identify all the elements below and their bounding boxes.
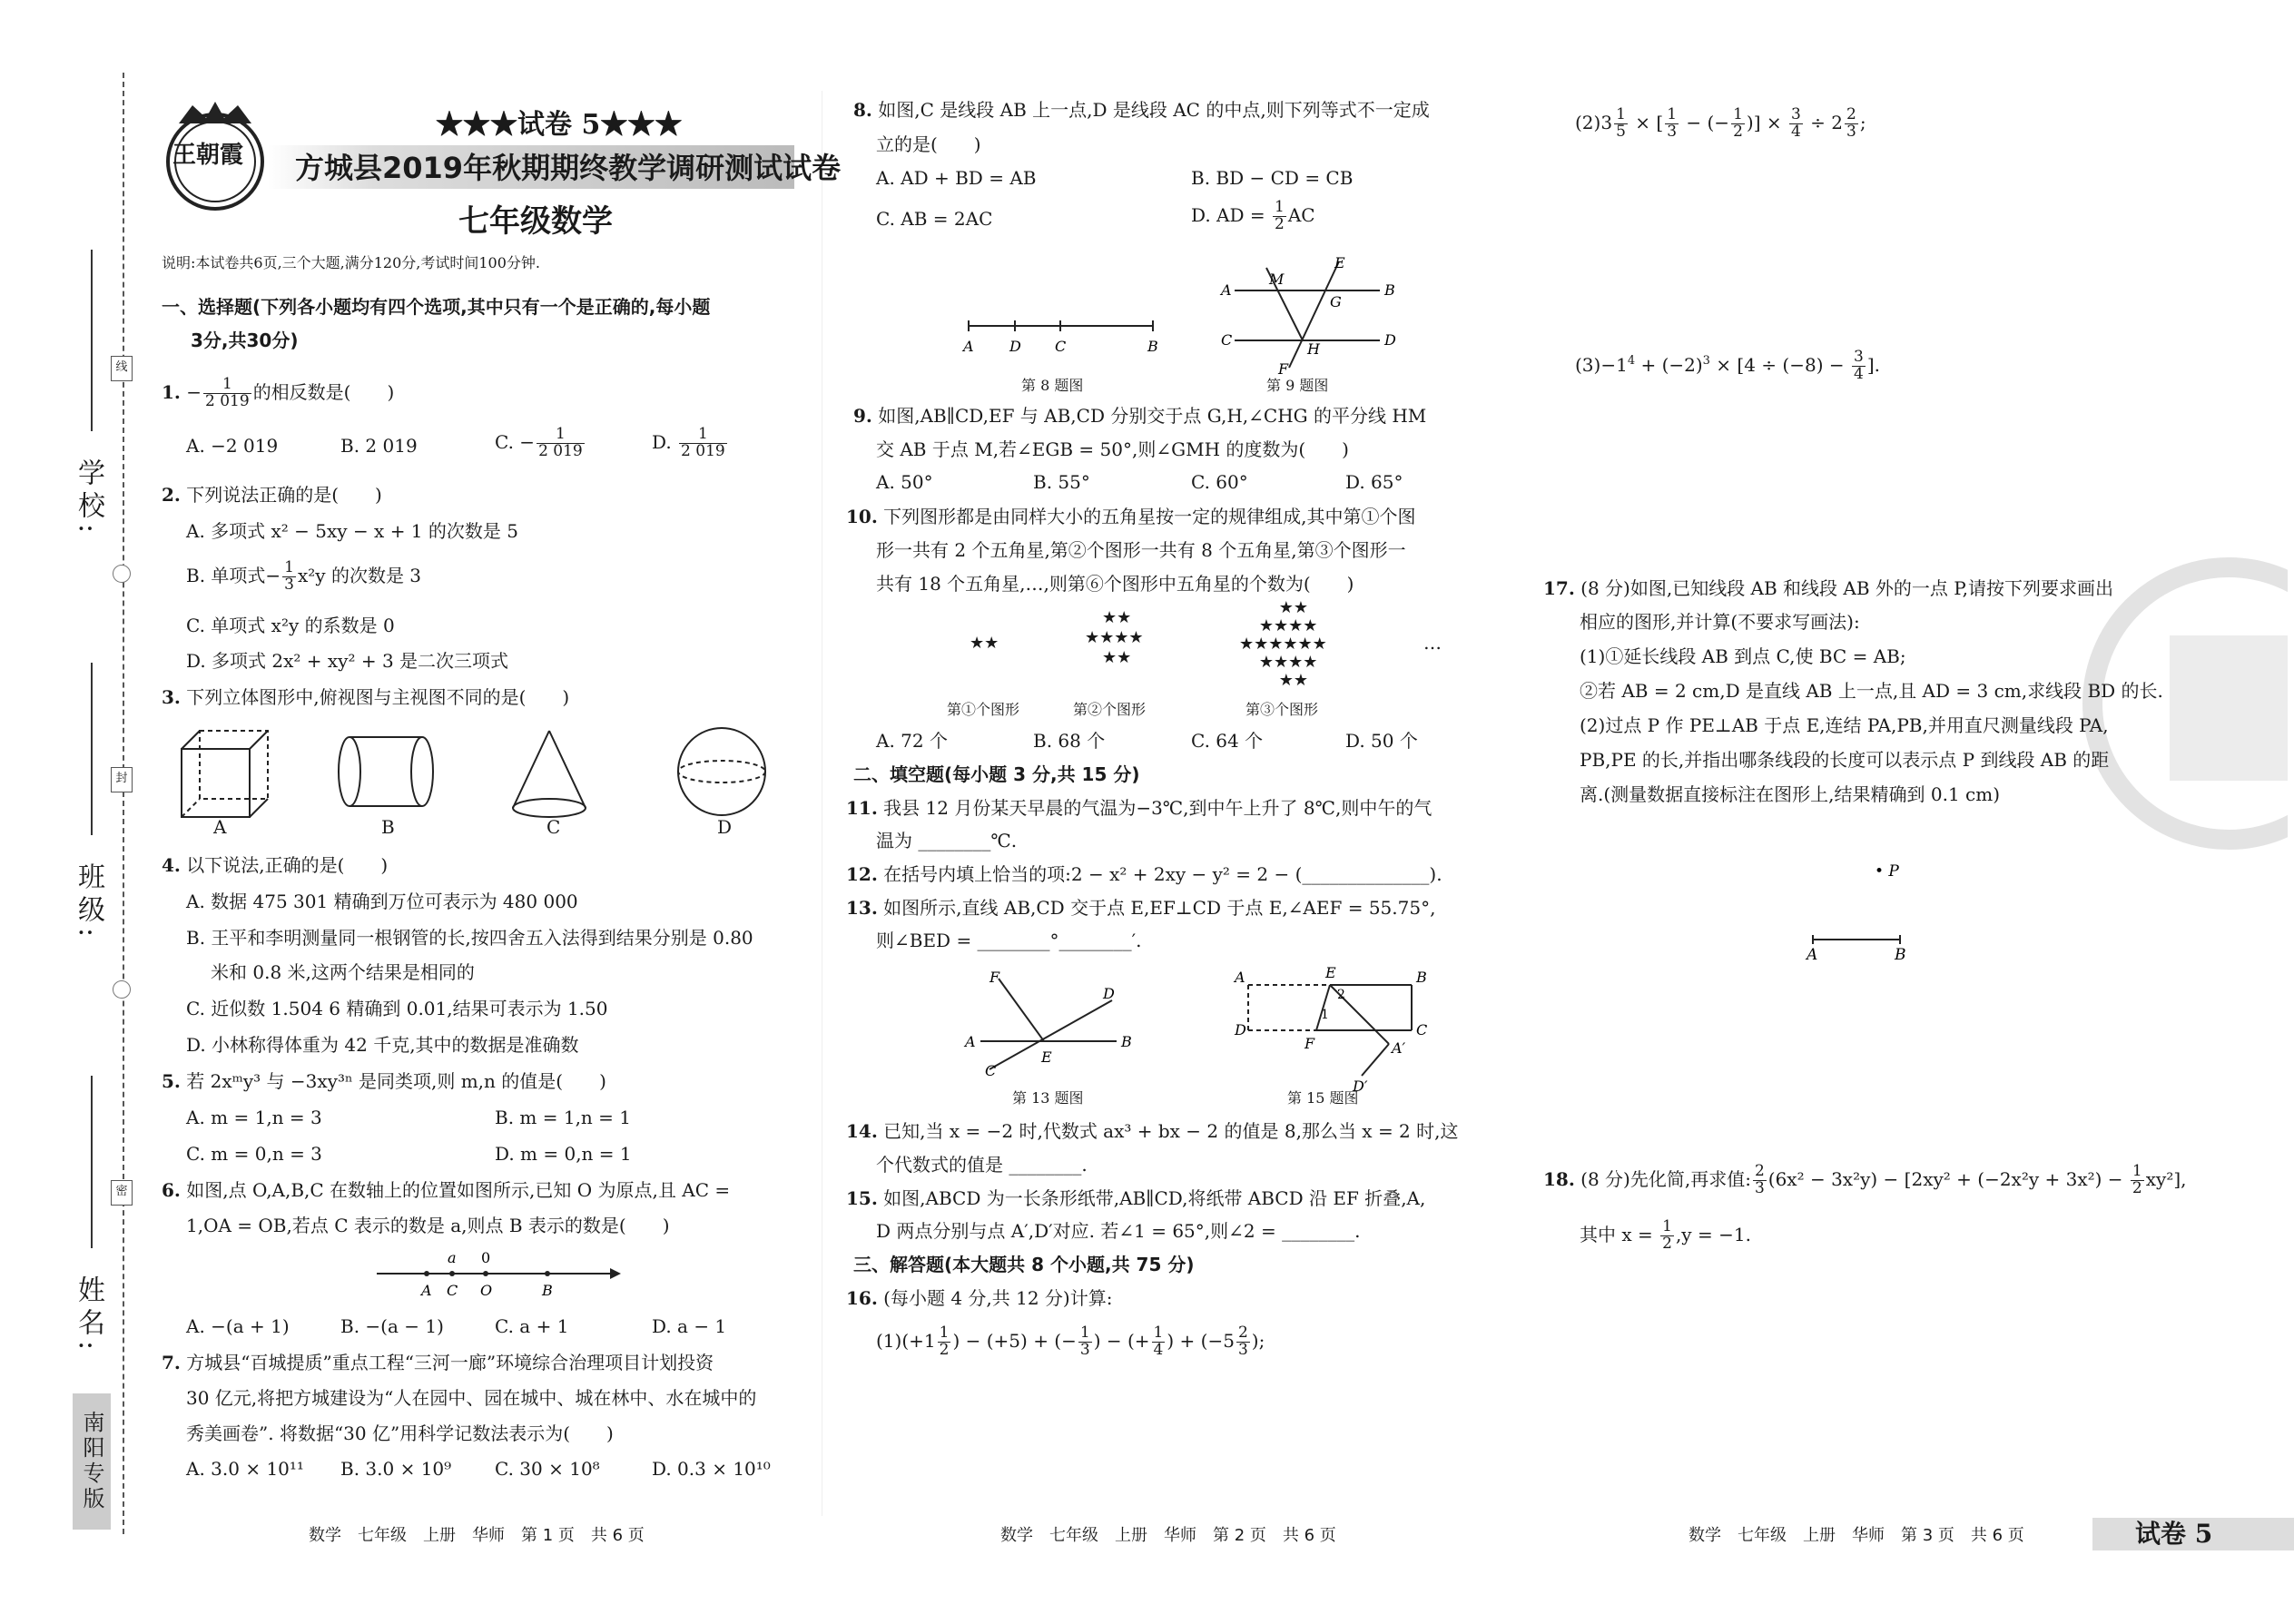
q9-label-f: F (1278, 360, 1289, 377)
q10-option-b: B. 68 个 (1033, 730, 1106, 752)
school-field-line (91, 250, 93, 431)
q1-option-d: D. $\frac{1}{2 019}$ (652, 425, 725, 460)
q9-label-a: A (1221, 281, 1232, 299)
q8-option-b: B. BD − CD = CB (1191, 167, 1354, 189)
q17-line-4: ②若 AB = 2 cm,D 是直线 AB 上一点,且 AD = 3 cm,求线段 BD 的长. (1580, 680, 2163, 702)
q16-part-2: (2)3 $\frac{1}{5}$ × [ $\frac{1}{3}$ − (− $\frac{1}{2}$ )] × $\frac{3}{4}$ ÷ 2 $\frac{2}{3}$ ; (1575, 105, 1866, 141)
q6-option-d: D. a − 1 (652, 1315, 727, 1337)
q10-line-1: 10. 下列图形都是由同样大小的五角星按一定的规律组成,其中第①个图 (846, 506, 1416, 527)
edition-badge: 南阳专版 (73, 1393, 111, 1530)
q3-label-d: D (717, 816, 733, 838)
q8-option-c: C. AB = 2AC (876, 208, 993, 230)
q15-label-2: 2 (1337, 988, 1345, 1002)
q6-option-a: A. −(a + 1) (186, 1315, 290, 1337)
q8-line-1: 8. 如图,C 是线段 AB 上一点,D 是线段 AC 的中点,则下列等式不一定成 (853, 99, 1430, 121)
q8-option-d: D. AD = $\frac{1}{2}$ AC (1191, 198, 1315, 233)
q9-option-c: C. 60° (1191, 471, 1248, 493)
q9-figure (1216, 254, 1398, 377)
q18-line-2: 其中 x = $\frac{1}{2}$ ,y = −1. (1580, 1217, 1751, 1253)
binding-tag-close: 密 (111, 1180, 133, 1206)
section1-heading: 一、选择题(下列各小题均有四个选项,其中只有一个是正确的,每小题 (162, 296, 711, 318)
q3-stem: 3. 下列立体图形中,俯视图与主视图不同的是( ) (162, 686, 570, 708)
footer-page-2: 数学 七年级 上册 华师 第 2 页 共 6 页 (1000, 1526, 1336, 1545)
q15-line-1: 15. 如图,ABCD 为一长条形纸带,AB∥CD,将纸带 ABCD 沿 EF 折叠,A, (846, 1187, 1426, 1209)
q10-option-d: D. 50 个 (1345, 730, 1418, 752)
q2-option-b: B. 单项式− $\frac{1}{3}$ x²y 的次数是 3 (186, 558, 422, 594)
q1-frac-den: 2 019 (205, 391, 250, 410)
name-label: 姓名: (73, 1275, 104, 1356)
section3-heading: 三、解答题(本大题共 8 个小题,共 75 分) (853, 1254, 1195, 1275)
q15-label-d: D (1235, 1021, 1246, 1038)
q10-option-c: C. 64 个 (1191, 730, 1264, 752)
q13-label-f: F (989, 969, 1000, 986)
q10-figure-3: ★★ ★★★★ ★★★★★★ ★★★★ ★★ (1239, 598, 1327, 690)
q5-option-b: B. m = 1,n = 1 (495, 1107, 632, 1128)
q1-option-c: C. − $\frac{1}{2 019}$ (495, 425, 583, 460)
publisher-logo-text: 王朝霞 (172, 142, 244, 169)
paper-number: ★★★试卷 5★★★ (436, 109, 683, 141)
q14-line-2: 个代数式的值是 ________. (876, 1154, 1088, 1176)
q17-line-3: (1)①延长线段 AB 到点 C,使 BC = AB; (1580, 645, 1906, 667)
q8-label-d: D (1009, 338, 1021, 355)
q13-label-a: A (965, 1033, 976, 1050)
q15-label-e: E (1325, 964, 1336, 981)
q8-label-b: B (1147, 338, 1158, 355)
q9-label-h: H (1307, 340, 1320, 358)
q16-part-1: (1)(+1 $\frac{1}{2}$ ) − (+5) + (− $\frac{1}{3}$ ) − (+ $\frac{1}{4}$ ) + (−5 $\frac{2}{3}$ ); (876, 1324, 1265, 1359)
binding-tag-line: 线 (111, 356, 133, 381)
exam-title: 方城县2019年秋期期终教学调研测试试卷 (295, 151, 842, 185)
q1-frac-num: 1 (203, 377, 251, 394)
q9-option-a: A. 50° (876, 471, 933, 493)
q13-label-c: C (985, 1062, 997, 1079)
class-label: 班级: (73, 862, 104, 943)
q15-label-a-prime: A′ (1392, 1039, 1406, 1057)
q3-label-b: B (381, 816, 395, 838)
q13-figure (958, 962, 1139, 1085)
q9-label-c: C (1221, 331, 1233, 349)
q4-option-c: C. 近似数 1.504 6 精确到 0.01,结果可表示为 1.50 (186, 998, 608, 1019)
q10-caption-3: 第③个图形 (1245, 701, 1319, 718)
q1: 1. − $\frac{1}{2 019}$ 的相反数是( ) (162, 375, 395, 410)
q9-label-g: G (1330, 293, 1342, 310)
q5-option-c: C. m = 0,n = 3 (186, 1143, 322, 1165)
q6-label-c: C (447, 1282, 458, 1299)
q6-option-c: C. a + 1 (495, 1315, 569, 1337)
q15-caption: 第 15 题图 (1287, 1089, 1359, 1107)
subject-title: 七年级数学 (458, 203, 613, 240)
q2-option-a: A. 多项式 x² − 5xy − x + 1 的次数是 5 (186, 520, 518, 542)
q13-label-e: E (1041, 1048, 1052, 1066)
q4-stem: 4. 以下说法,正确的是( ) (162, 854, 389, 876)
q1-stem: 的相反数是( ) (252, 380, 395, 403)
q3-solid-figures (177, 722, 794, 840)
q4-option-a: A. 数据 475 301 精确到万位可表示为 480 000 (186, 891, 578, 912)
q8-label-c: C (1055, 338, 1067, 355)
q10-caption-1: 第①个图形 (947, 701, 1020, 718)
q11-line-2: 温为 ________℃. (876, 830, 1018, 851)
q17-line-6: PB,PE 的长,并指出哪条线段的长度可以表示点 P 到线段 AB 的距 (1580, 749, 2110, 771)
q6-stem: 6. 如图,点 O,A,B,C 在数轴上的位置如图所示,已知 O 为原点,且 AC = (162, 1179, 731, 1201)
q5-option-a: A. m = 1,n = 3 (186, 1107, 322, 1128)
q9-line-2: 交 AB 于点 M,若∠EGB = 50°,则∠GMH 的度数为( ) (876, 438, 1349, 460)
q13-caption: 第 13 题图 (1012, 1089, 1084, 1107)
q2-option-d: D. 多项式 2x² + xy² + 3 是二次三项式 (186, 650, 509, 672)
q1-number: 1. (162, 380, 181, 403)
q3-label-a: A (213, 816, 227, 838)
q18-line-1: 18. (8 分)先化简,再求值: $\frac{2}{3}$ (6x² − 3x²y) − [2xy² + (−2x²y + 3x²) − $\frac{1}{2}$ xy²], (1543, 1162, 2187, 1197)
q13-label-d: D (1103, 985, 1115, 1002)
q6-label-b: B (542, 1282, 553, 1299)
q12-line-1: 12. 在括号内填上恰当的项:2 − x² + 2xy − y² = 2 − (______________). (846, 863, 1442, 885)
q15-label-f: F (1305, 1035, 1315, 1052)
q1-option-a: A. −2 019 (186, 435, 279, 457)
binding-cut-line (123, 73, 124, 1534)
q6-label-a: A (421, 1282, 432, 1299)
q10-line-2: 形一共有 2 个五角星,第②个图形一共有 8 个五角星,第③个图形一 (876, 539, 1406, 561)
binding-hole-icon (113, 565, 131, 583)
q14-line-1: 14. 已知,当 x = −2 时,代数式 ax³ + bx − 2 的值是 8,那么当 x = 2 时,这 (846, 1120, 1459, 1142)
q15-figure (1230, 962, 1439, 1098)
q15-label-c: C (1416, 1021, 1428, 1038)
exam-note: 说明:本试卷共6页,三个大题,满分120分,考试时间100分钟. (162, 254, 540, 271)
q7-option-a: A. 3.0 × 10¹¹ (186, 1458, 304, 1480)
q11-line-1: 11. 我县 12 月份某天早晨的气温为−3℃,到中午上升了 8℃,则中午的气 (846, 797, 1433, 819)
q7-line-1: 7. 方城县“百城提质”重点工程“三河一廊”环境综合治理项目计划投资 (162, 1352, 714, 1373)
q17-label-b: B (1895, 946, 1906, 964)
q7-option-d: D. 0.3 × 10¹⁰ (652, 1458, 771, 1480)
q7-option-c: C. 30 × 10⁸ (495, 1458, 600, 1480)
q17-line-2: 相应的图形,并计算(不要求写画法): (1580, 611, 1860, 633)
q2-option-c: C. 单项式 x²y 的系数是 0 (186, 615, 395, 636)
q7-line-2: 30 亿元,将把方城建设为“人在园中、园在城中、城在林中、水在城中的 (186, 1387, 757, 1409)
q17-label-a: A (1807, 946, 1818, 964)
q10-caption-2: 第②个图形 (1073, 701, 1147, 718)
class-field-line (91, 663, 93, 835)
q9-label-e: E (1334, 254, 1345, 271)
q6-label-o: O (480, 1282, 493, 1299)
q5-stem: 5. 若 2xᵐy³ 与 −3xy³ⁿ 是同类项,则 m,n 的值是( ) (162, 1070, 606, 1092)
q15-label-d-prime: D′ (1353, 1078, 1368, 1095)
q15-label-a: A (1235, 969, 1245, 986)
q1-option-b: B. 2 019 (340, 435, 418, 457)
school-label: 学校: (73, 458, 104, 539)
name-field-line (91, 1076, 93, 1248)
paper-badge: 试卷 5 (2135, 1519, 2213, 1549)
q8-caption: 第 8 题图 (1021, 377, 1084, 394)
footer-page-3: 数学 七年级 上册 华师 第 3 页 共 6 页 (1689, 1526, 2024, 1545)
q7-option-b: B. 3.0 × 10⁹ (340, 1458, 452, 1480)
q17-line-5: (2)过点 P 作 PE⊥AB 于点 E,连结 PA,PB,并用直尺测量线段 PA, (1580, 714, 2109, 736)
section1-heading-2: 3分,共30分) (191, 330, 299, 351)
binding-tag-seal: 封 (111, 767, 133, 792)
q3-label-c: C (546, 816, 561, 838)
q17-line-7: 离.(测量数据直接标注在图形上,结果精确到 0.1 cm) (1580, 783, 2001, 805)
q17-label-p: • P (1875, 862, 1899, 881)
q10-ellipsis: … (1423, 632, 1442, 654)
q9-option-d: D. 65° (1345, 471, 1403, 493)
q15-label-1: 1 (1321, 1008, 1329, 1022)
q16-part-3: $(3)-1^4 + (-2)^3 \times [4 \div (-8)$ − $\frac{3}{4}$ ]. (1575, 348, 1880, 383)
q9-label-b: B (1384, 281, 1395, 299)
q17-line-1: 17. (8 分)如图,已知线段 AB 和线段 AB 外的一点 P,请按下列要求画出 (1543, 577, 2114, 599)
section2-heading: 二、填空题(每小题 3 分,共 15 分) (853, 763, 1140, 785)
q6-top-0: 0 (481, 1249, 491, 1266)
q4-option-b: B. 王平和李明测量同一根钢管的长,按四舍五入法得到结果分别是 0.80 (186, 927, 753, 949)
q9-option-b: B. 55° (1033, 471, 1090, 493)
q9-line-1: 9. 如图,AB∥CD,EF 与 AB,CD 分别交于点 G,H,∠CHG 的平分线 HM (853, 405, 1427, 427)
q9-label-d: D (1384, 331, 1396, 349)
binding-hole-icon (113, 980, 131, 999)
q5-option-d: D. m = 0,n = 1 (495, 1143, 632, 1165)
q6-top-a: a (448, 1249, 457, 1266)
q8-line-2: 立的是( ) (876, 133, 981, 155)
q15-line-2: D 两点分别与点 A′,D′对应. 若∠1 = 65°,则∠2 = ________. (876, 1220, 1361, 1242)
q8-option-a: A. AD + BD = AB (876, 167, 1037, 189)
q4-option-b-cont: 米和 0.8 米,这两个结果是相同的 (211, 961, 475, 983)
q6-option-b: B. −(a − 1) (340, 1315, 444, 1337)
q6-stem-2: 1,OA = OB,若点 C 表示的数是 a,则点 B 表示的数是( ) (186, 1215, 670, 1236)
q9-caption: 第 9 题图 (1266, 377, 1329, 394)
q15-label-b: B (1416, 969, 1427, 986)
q16-stem: 16. (每小题 4 分,共 12 分)计算: (846, 1287, 1113, 1309)
q7-line-3: 秀美画卷”. 将数据“30 亿”用科学记数法表示为( ) (186, 1422, 614, 1444)
q13-label-b: B (1121, 1033, 1132, 1050)
q6-number-line (372, 1248, 622, 1303)
q10-figure-2: ★★ ★★★★ ★★ (1085, 608, 1144, 667)
q8-label-a: A (963, 338, 974, 355)
footer-page-1: 数学 七年级 上册 华师 第 1 页 共 6 页 (309, 1526, 645, 1545)
q9-label-m: M (1269, 271, 1285, 288)
q10-option-a: A. 72 个 (876, 730, 948, 752)
q4-option-d: D. 小林称得体重为 42 千克,其中的数据是准确数 (186, 1034, 579, 1056)
q8-figure (958, 313, 1167, 359)
q10-line-3: 共有 18 个五角星,…,则第⑥个图形中五角星的个数为( ) (876, 573, 1354, 595)
q17-figure (1802, 858, 1929, 967)
q13-line-2: 则∠BED = ________°________′. (876, 930, 1142, 951)
q13-line-1: 13. 如图所示,直线 AB,CD 交于点 E,EF⊥CD 于点 E,∠AEF = 55.75°, (846, 897, 1436, 919)
q2-stem: 2. 下列说法正确的是( ) (162, 484, 382, 506)
q10-figure-1: ★★ (970, 634, 999, 653)
